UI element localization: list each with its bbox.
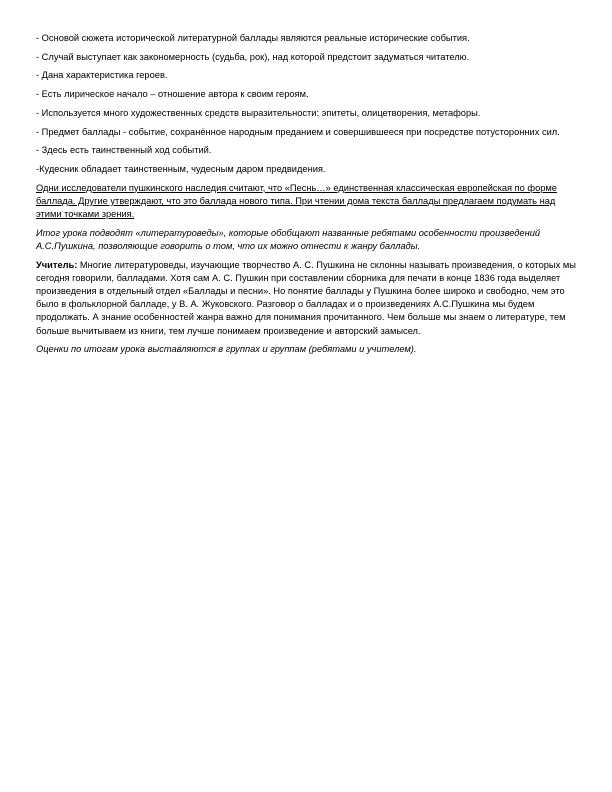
bullet-4: - Есть лирическое начало – отношение автора к своим героям. xyxy=(36,89,309,100)
teacher-label: Учитель: xyxy=(36,259,78,270)
bullet-5: - Используется много художественных средств выразительности: эпитеты, олицетворения, метафоры. xyxy=(36,107,481,118)
document-page xyxy=(36,32,576,362)
grades-paragraph: Оценки по итогам урока выставляются в группах и группам (ребятами и учителем). xyxy=(36,344,417,355)
bullet-1: - Основой сюжета исторической литературной баллады являются реальные исторические события. xyxy=(36,33,470,43)
lesson-summary-paragraph: Итог урока подводят «литературоведы», которые обобщают названные ребятами особенности произведений А.С.Пушкина, позволяющие говорить о том, что их можно отнести к жанру баллады. xyxy=(36,227,541,251)
bullet-6: - Предмет баллады - событие, сохранённое народным преданием и совершившееся при посредстве потусторонних сил. xyxy=(36,126,560,137)
research-opinions-paragraph: Одни исследователи пушкинского наследия считают, что «Песнь…» единственная классическая европейская по форме баллада. Другие утверждают, что это баллада нового типа. При чтении дома текста баллады предлагаем подумать над этими точками зрения. xyxy=(36,182,557,220)
bullet-2: - Случай выступает как закономерность (судьба, рок), над которой предстоит задуматься читателю. xyxy=(36,51,470,62)
teacher-paragraph xyxy=(36,259,576,338)
bullet-8: -Кудесник обладает таинственным, чудесным даром предвидения. xyxy=(36,163,326,174)
bullet-3: - Дана характеристика героев. xyxy=(36,70,168,81)
teacher-text: Многие литературоведы, изучающие творчество А. С. Пушкина не склонны называть произведения, о которых мы сегодня говорили, балладами. Хотя сам А. С. Пушкин при составлении сборника для печати в конце 1836 года выделяет произведения в отдельный отдел «Баллады и песни». Но понятие баллады у Пушкина более широко и свободно, чем это было в фольклорной балладе, у В. А. Жуковского. Разговор о балладах и о произведениях А.С.Пушкина мы будем продолжать. А знание особенностей жанра важно для понимания прочитанного. Чем больше мы знаем о литературе, тем больше вычитываем из книги, тем лучше понимаем произведение и авторский замысел. xyxy=(36,259,576,336)
bullet-7: - Здесь есть таинственный ход событий. xyxy=(36,145,212,156)
